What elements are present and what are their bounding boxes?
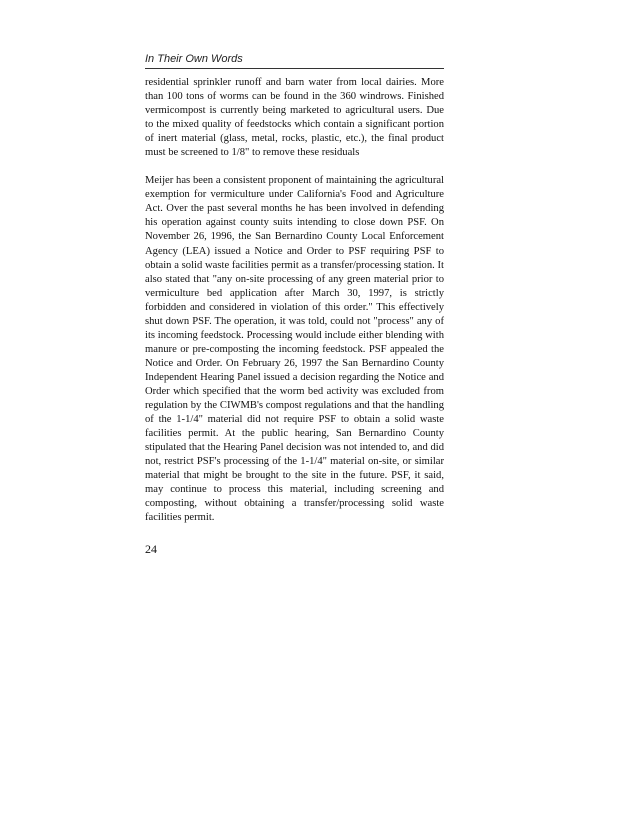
header-divider: [145, 68, 444, 69]
body-paragraph-2: Meijer has been a consistent proponent of maintaining the agricultural exemption for vermiculture under California's Food and Agriculture Act. Over the past several months he has been involved in defending his operation against county suits intending to close down PSF. On November 26, 1996, the San Bernardino County Local Enforcement Agency (LEA) issued a Notice and Order to PSF requiring PSF to obtain a solid waste facilities permit as a transfer/processing station. It also stated that "any on-site processing of any green material prior to vermiculture bed application after March 30, 1997, is strictly forbidden and considered in violation of this order." This effectively shut down PSF. The operation, it was told, could not "process" any of its incoming feedstock. Processing would include either blending with manure or pre-composting the incoming feedstock. PSF appealed the Notice and Order. On February 26, 1997 the San Bernardino County Independent Hearing Panel issued a decision regarding the Notice and Order which specified that the worm bed activity was excluded from regulation by the CIWMB's compost regulations and that the handling of the 1-1/4" material did not require PSF to obtain a solid waste facilities permit. At the public hearing, San Bernardino County stipulated that the Hearing Panel decision was not intended to, and did not, restrict PSF's processing of the 1-1/4" material on-site, or similar material that might be brought to the site in the future. PSF, it said, may continue to process this material, including screening and composting, without obtaining a transfer/processing solid waste facilities permit.: [145, 175, 444, 524]
page-number: 24: [145, 542, 157, 557]
document-page: [145, 52, 444, 557]
body-paragraph-1: residential sprinkler runoff and barn water from local dairies. More than 100 tons of worms can be found in the 360 windrows. Finished vermicompost is currently being marketed to agricultural users. Due to the mixed quality of feedstocks which contain a significant portion of inert material (glass, metal, rocks, plastic, etc.), the final product must be screened to 1/8" to remove these residuals: [145, 77, 444, 159]
running-header-title: In Their Own Words: [145, 53, 243, 65]
